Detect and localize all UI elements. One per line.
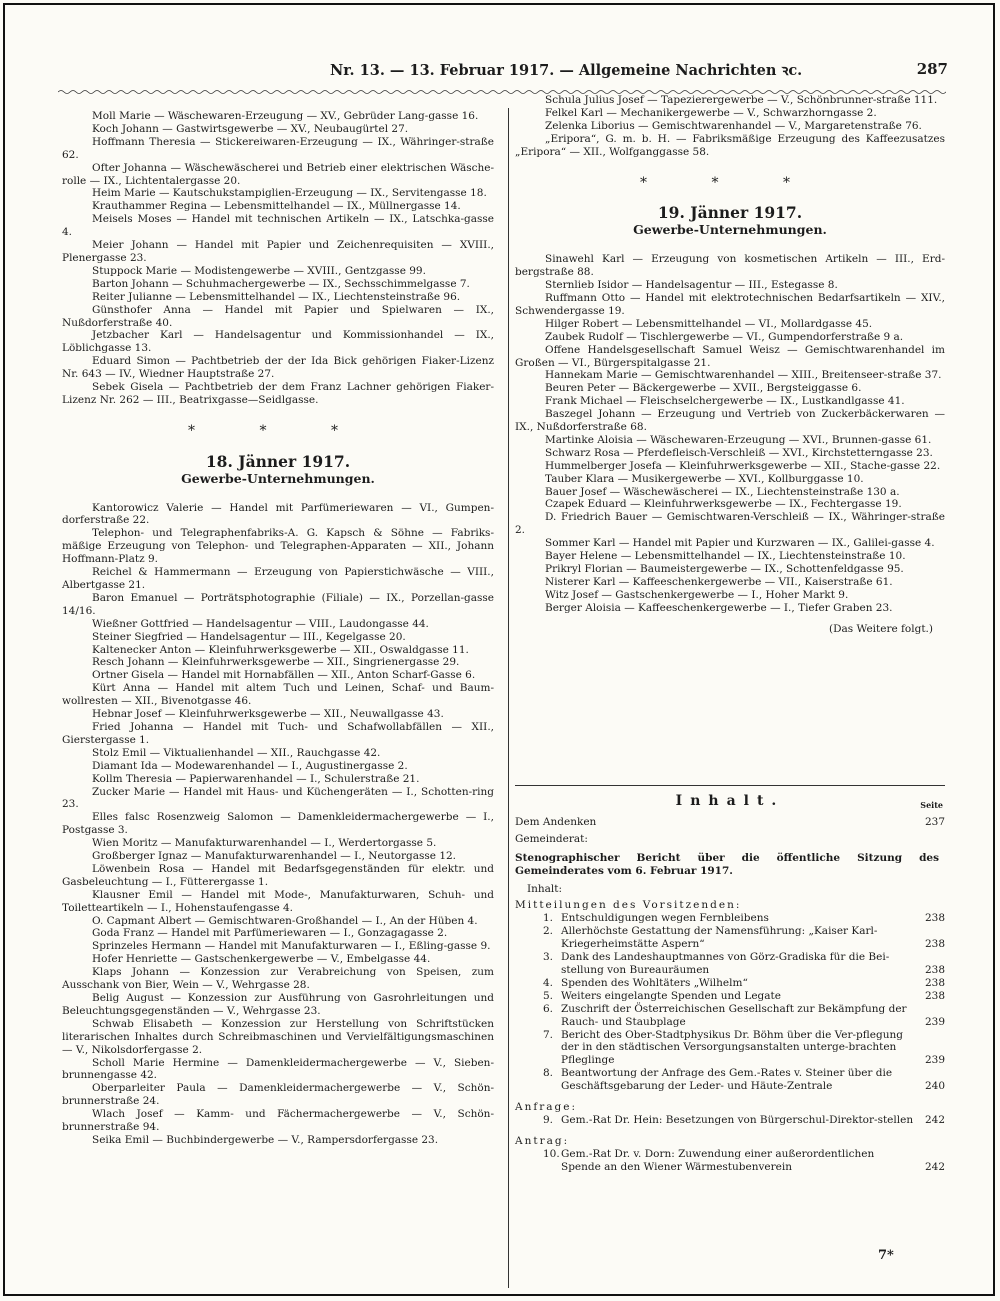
- toc-anfrage: Anfrage:: [515, 1101, 577, 1114]
- toc-item-number: 1.: [543, 912, 554, 925]
- list-entry: Sommer Karl — Handel mit Papier und Kurzwaren — IX., Galilei-gasse 4.: [545, 537, 935, 550]
- toc-item: [515, 951, 945, 977]
- toc-item-page: 238: [924, 989, 945, 1002]
- list-entry: Schula Julius Josef — Tapezierergewerbe — V., Schönbrunner-straße 111.: [545, 94, 938, 106]
- list-entry: Eduard Simon — Pachtbetrieb der der Ida Bick gehörigen Fiaker-Lizenz Nr. 643 — IV., Wiedner Hauptstraße 27.: [62, 355, 494, 381]
- list-entry: Hilger Robert — Lebensmittelhandel — VI., Mollardgasse 45.: [545, 317, 873, 330]
- toc-item-page: 238: [924, 963, 945, 976]
- list-entry: Prikryl Florian — Baumeistergewerbe — IX., Schottenfeldgasse 95.: [545, 563, 904, 575]
- list-entry: Sebek Gisela — Pachtbetrieb der dem Franz Lachner gehörigen Fiaker-Lizenz Nr. 262 — III., Beatrixgasse—Seidlgasse.: [62, 381, 494, 406]
- list-entry: Löwenbein Rosa — Handel mit Bedarfsgegenständen für elektr. und Gasbeleuchtung — I., Fütterergasse 1.: [62, 862, 494, 888]
- left-top-list: [62, 110, 494, 407]
- list-entry: Großberger Ignaz — Manufakturwarenhandel — I., Neutorgasse 12.: [92, 850, 457, 863]
- list-entry: Sternlieb Isidor — Handelsagentur — III., Estegasse 8.: [545, 279, 838, 292]
- toc-antrag: Antrag:: [515, 1134, 570, 1147]
- list-entry: Jetzbacher Karl — Handelsagentur und Kommissionhandel — IX., Löblichgasse 13.: [62, 329, 494, 355]
- list-entry: Baron Emanuel — Porträtsphotographie (Filiale) — IX., Porzellan-gasse 14/16.: [62, 591, 494, 617]
- column-divider: [508, 108, 509, 1288]
- list-entry: Baszegel Johann — Erzeugung und Vertrieb von Zuckerbäckerwaren — IX., Nußdorferstraße 68.: [515, 408, 945, 434]
- list-entry: Belig August — Konzession zur Ausführung von Gasrohrleitungen und Beleuchtungsgegenständen — V., Wehrgasse 23.: [62, 992, 494, 1017]
- list-entry: Schwab Elisabeth — Konzession zur Herstellung von Schriftstücken literarischen Inhaltes durch Schreibmaschinen und Vervielfältigungsmaschinen — V., Nikolsdorfergasse 2.: [62, 1017, 494, 1056]
- list-entry: Ruffmann Otto — Handel mit elektrotechnischen Bedarfsartikeln — XIV., Schwendergasse 19.: [515, 291, 945, 317]
- list-entry: „Eripora“, G. m. b. H. — Fabriksmäßige Erzeugung des Kaffeezusatzes „Eripora“ — XII., Wolfganggasse 58.: [515, 132, 945, 158]
- list-entry: Bauer Josef — Wäschewäscherei — IX., Liechtensteinstraße 130 a.: [545, 485, 900, 498]
- toc-item-page: 242: [924, 1160, 945, 1173]
- toc-item-text: Beantwortung der Anfrage des Gem.-Rates v. Steiner über die Geschäftsgebarung der Leder- und Häute-Zentrale: [561, 1067, 893, 1093]
- toc-andenken: [515, 816, 945, 829]
- list-entry: Hebnar Josef — Kleinfuhrwerksgewerbe — XII., Neuwallgasse 43.: [92, 708, 444, 721]
- toc-item-number: 6.: [543, 1002, 554, 1015]
- list-entry: Martinke Aloisia — Wäschewaren-Erzeugung — XVI., Brunnen-gasse 61.: [545, 433, 932, 446]
- toc-mitteilungen: Mitteilungen des Vorsitzenden:: [515, 899, 742, 912]
- list-entry: Schwarz Rosa — Pferdefleisch-Verschleiß — XVI., Kirchstetterngasse 23.: [545, 446, 933, 459]
- toc-item-page: 238: [924, 976, 945, 989]
- toc-item-text: Spenden des Wohltäters „Wilhelm“: [561, 976, 748, 989]
- list-entry: Goda Franz — Handel mit Parfümeriewaren — I., Gonzagagasse 2.: [92, 927, 448, 940]
- list-entry: Sprinzeles Hermann — Handel mit Manufakturwaren — I., Eßling-gasse 9.: [92, 940, 491, 953]
- right-list: [515, 253, 945, 614]
- list-entry: Witz Josef — Gastschenkergewerbe — I., Hoher Markt 9.: [545, 588, 849, 601]
- list-entry: Stuppock Marie — Modistengewerbe — XVIII., Gentzgasse 99.: [92, 264, 426, 277]
- toc-inhalt: Inhalt:: [527, 882, 563, 895]
- left-bottom-list: [62, 502, 494, 1147]
- toc-item-number: 4.: [543, 976, 554, 989]
- list-entry: Felkel Karl — Mechanikergewerbe — V., Schwarzhorngasse 2.: [545, 106, 877, 119]
- toc-item-text: Gem.-Rat Dr. Hein: Besetzungen von Bürgerschul-Direktor-stellen: [561, 1113, 914, 1126]
- list-entry: Kantorowicz Valerie — Handel mit Parfümeriewaren — VI., Gumpen-dorferstraße 22.: [62, 501, 494, 527]
- right-top-list: [515, 94, 945, 159]
- list-entry: Meier Johann — Handel mit Papier und Zeichenrequisiten — XVIII., Plenergasse 23.: [62, 239, 494, 264]
- toc-item-page: 238: [924, 912, 945, 925]
- right-heading-date: 19. Jänner 1917.: [657, 203, 803, 223]
- toc-item-page: 242: [924, 1113, 945, 1126]
- list-entry: Heim Marie — Kautschukstampiglien-Erzeugung — IX., Servitengasse 18.: [92, 187, 487, 200]
- toc-item: [515, 977, 945, 990]
- toc-item-page: 238: [924, 938, 945, 951]
- list-entry: Barton Johann — Schuhmachergewerbe — IX., Sechsschimmelgasse 7.: [92, 277, 470, 290]
- list-entry: Günsthofer Anna — Handel mit Papier und Spielwaren — IX., Nußdorferstraße 40.: [62, 303, 494, 329]
- list-entry: Seika Emil — Buchbindergewerbe — V., Rampersdorfergasse 23.: [92, 1133, 439, 1146]
- list-entry: Tauber Klara — Musikergewerbe — XVI., Kollburggasse 10.: [545, 472, 864, 485]
- toc-item-text: Zuschrift der Österreichischen Gesellschaft zur Bekämpfung der Rauch- und Staubplage: [561, 1002, 907, 1028]
- toc-item-number: 2.: [543, 925, 554, 938]
- page-number: 287: [916, 60, 948, 78]
- toc-item-number: 8.: [543, 1067, 554, 1080]
- list-entry: Wießner Gottfried — Handelsagentur — VIII., Laudongasse 44.: [92, 617, 429, 630]
- toc-item-page: 239: [924, 1054, 945, 1067]
- toc-item-text: Gem.-Rat Dr. v. Dorn: Zuwendung einer außerordentlichen Spende an den Wiener Wärmestubenverein: [561, 1147, 875, 1173]
- list-entry: Beuren Peter — Bäckergewerbe — XVII., Bergsteiggasse 6.: [545, 382, 862, 395]
- toc-title: Inhalt.: [675, 793, 785, 809]
- list-entry: Kollm Theresia — Papierwarenhandel — I., Schulerstraße 21.: [92, 772, 420, 785]
- left-heading-date: 18. Jänner 1917.: [205, 451, 351, 471]
- toc-andenken-page: 237: [924, 815, 945, 828]
- followup-note: (Das Weitere folgt.): [829, 622, 933, 635]
- toc-item-text: Allerhöchste Gestattung der Namensführung: „Kaiser Karl-Kriegerheimstätte Aspern“: [561, 925, 878, 951]
- toc-item-text: Bericht des Ober-Stadtphysikus Dr. Böhm über die Ver-pflegung der in den städtischen Versorgungsanstalten unterge-brachten Pfleglinge: [561, 1028, 903, 1067]
- toc-seite-label: Seite: [920, 800, 943, 810]
- right-column: [515, 94, 945, 652]
- toc-item-page: 240: [924, 1080, 945, 1093]
- toc-item: [515, 1148, 945, 1174]
- toc-antrag-items: [515, 1148, 945, 1174]
- list-entry: Steiner Siegfried — Handelsagentur — III., Kegelgasse 20.: [92, 630, 406, 643]
- list-entry: Krauthammer Regina — Lebensmittelhandel — IX., Müllnergasse 14.: [92, 200, 461, 213]
- section-stars: * * *: [188, 422, 368, 439]
- toc-item: [515, 1029, 945, 1068]
- list-entry: Telephon- und Telegraphenfabriks-A. G. Kapsch & Söhne — Fabriks-mäßige Erzeugung von Telephon- und Telegraphen-Apparaten — XII., Johann Hoffmann-Platz 9.: [62, 527, 494, 566]
- list-entry: O. Capmant Albert — Gemischtwaren-Großhandel — I., An der Hüben 4.: [92, 914, 478, 927]
- list-entry: D. Friedrich Bauer — Gemischtwaren-Verschleiß — IX., Währinger-straße 2.: [515, 511, 945, 537]
- toc-item-text: Weiters eingelangte Spenden und Legate: [561, 989, 781, 1002]
- toc-item: [515, 1003, 945, 1029]
- toc-item: [515, 990, 945, 1003]
- toc-item-number: 9.: [543, 1113, 554, 1126]
- toc-item-text: Entschuldigungen wegen Fernbleibens: [561, 912, 769, 925]
- list-entry: Kürt Anna — Handel mit altem Tuch und Leinen, Schaf- und Baum-wollresten — XII., Bivenotgasse 46.: [62, 682, 494, 708]
- list-entry: Fried Johanna — Handel mit Tuch- und Schafwollabfällen — XII., Gierstergasse 1.: [62, 720, 494, 746]
- list-entry: Frank Michael — Fleischselchergewerbe — IX., Lustkandlgasse 41.: [545, 395, 905, 408]
- list-entry: Hummelberger Josefa — Kleinfuhrwerksgewerbe — XII., Stache-gasse 22.: [545, 459, 941, 472]
- toc-item: [515, 1114, 945, 1127]
- list-entry: Hoffmann Theresia — Stickereiwaren-Erzeugung — IX., Währinger-straße 62.: [62, 135, 494, 161]
- list-entry: Elles falsc Rosenzweig Salomon — Damenkleidermachergewerbe — I., Postgasse 3.: [62, 811, 494, 837]
- left-heading-sub: Gewerbe-Unternehmungen.: [181, 470, 375, 486]
- list-entry: Zelenka Liborius — Gemischtwarenhandel — V., Margaretenstraße 76.: [545, 119, 922, 132]
- list-entry: Ofter Johanna — Wäschewäscherei und Betrieb einer elektrischen Wäsche-rolle — IX., Lichtentalergasse 20.: [62, 161, 494, 187]
- list-entry: Offene Handelsgesellschaft Samuel Weisz — Gemischtwarenhandel im Großen — VI., Bürgerspitalgasse 21.: [515, 343, 945, 369]
- list-entry: Reiter Julianne — Lebensmittelhandel — IX., Liechtensteinstraße 96.: [92, 290, 461, 303]
- toc-item: [515, 912, 945, 925]
- list-entry: Stolz Emil — Viktualienhandel — XII., Rauchgasse 42.: [92, 746, 381, 759]
- toc-bericht: Stenographischer Bericht über die öffentliche Sitzung des Gemeinderates vom 6. Februar 1917.: [515, 851, 939, 877]
- list-entry: Nisterer Karl — Kaffeeschenkergewerbe — VII., Kaiserstraße 61.: [545, 575, 893, 588]
- list-entry: Czapek Eduard — Kleinfuhrwerksgewerbe — IX., Fechtergasse 19.: [545, 498, 902, 511]
- list-entry: Klaps Johann — Konzession zur Verabreichung von Speisen, zum Ausschank von Bier, Wein — V., Wehrgasse 28.: [62, 966, 494, 992]
- left-column: [62, 110, 494, 1147]
- list-entry: Wlach Josef — Kamm- und Fächermachergewerbe — V., Schön-brunnerstraße 94.: [62, 1108, 494, 1134]
- toc-rule: [515, 785, 945, 786]
- list-entry: Zaubek Rudolf — Tischlergewerbe — VI., Gumpendorferstraße 9 a.: [545, 330, 904, 343]
- page-header: Nr. 13. — 13. Februar 1917. — Allgemeine Nachrichten ꝛc.: [330, 62, 803, 79]
- list-entry: Moll Marie — Wäschewaren-Erzeugung — XV., Gebrüder Lang-gasse 16.: [92, 110, 479, 122]
- list-entry: Reichel & Hammermann — Erzeugung von Papierstichwäsche — VIII., Albertgasse 21.: [62, 566, 494, 591]
- list-entry: Meisels Moses — Handel mit technischen Artikeln — IX., Latschka-gasse 4.: [62, 213, 494, 239]
- toc-item-page: 239: [924, 1015, 945, 1028]
- toc-item-number: 10.: [543, 1147, 560, 1160]
- list-entry: Berger Aloisia — Kaffeeschenkergewerbe — I., Tiefer Graben 23.: [545, 601, 893, 614]
- toc-andenken-label: Dem Andenken: [515, 815, 597, 828]
- list-entry: Kaltenecker Anton — Kleinfuhrwerksgewerbe — XII., Oswaldgasse 11.: [92, 643, 469, 656]
- list-entry: Ortner Gisela — Handel mit Hornabfällen — XII., Anton Scharf-Gasse 6.: [92, 669, 476, 682]
- signature-mark: 7*: [878, 1248, 894, 1263]
- toc-item-number: 7.: [543, 1028, 554, 1041]
- list-entry: Hannekam Marie — Gemischtwarenhandel — XIII., Breitenseer-straße 37.: [545, 369, 942, 382]
- list-entry: Diamant Ida — Modewarenhandel — I., Augustinergasse 2.: [92, 759, 408, 772]
- toc-anfrage-items: [515, 1114, 945, 1127]
- toc-item-number: 5.: [543, 989, 554, 1002]
- list-entry: Bayer Helene — Lebensmittelhandel — IX., Liechtensteinstraße 10.: [545, 550, 906, 563]
- list-entry: Resch Johann — Kleinfuhrwerksgewerbe — XII., Singrienergasse 29.: [92, 656, 460, 669]
- toc-item-number: 3.: [543, 951, 554, 964]
- list-entry: Oberparleiter Paula — Damenkleidermachergewerbe — V., Schön-brunnerstraße 24.: [62, 1082, 494, 1108]
- toc-item: [515, 925, 945, 951]
- list-entry: Hofer Henriette — Gastschenkergewerbe — V., Embelgasse 44.: [92, 953, 431, 966]
- list-entry: Wien Moritz — Manufakturwarenhandel — I., Werdertorgasse 5.: [92, 837, 437, 850]
- toc-items: [515, 912, 945, 1093]
- toc-item: [515, 1067, 945, 1093]
- toc-gemeinderat: Gemeinderat:: [515, 832, 588, 845]
- right-heading-sub: Gewerbe-Unternehmungen.: [633, 222, 827, 238]
- list-entry: Koch Johann — Gastwirtsgewerbe — XV., Neubaugürtel 27.: [92, 122, 409, 135]
- list-entry: Zucker Marie — Handel mit Haus- und Küchengeräten — I., Schotten-ring 23.: [62, 785, 494, 811]
- table-of-contents: [515, 795, 945, 1174]
- toc-item-text: Dank des Landeshauptmannes von Görz-Gradiska für die Bei-stellung von Bureauräumen: [561, 951, 890, 976]
- list-entry: Sinawehl Karl — Erzeugung von kosmetischen Artikeln — III., Erd-bergstraße 88.: [515, 253, 945, 279]
- list-entry: Scholl Marie Hermine — Damenkleidermachergewerbe — V., Sieben-brunnengasse 42.: [62, 1056, 494, 1082]
- list-entry: Klausner Emil — Handel mit Mode-, Manufakturwaren, Schuh- und Toiletteartikeln — I., Hohenstaufengasse 4.: [62, 888, 494, 914]
- right-section-stars: * * *: [640, 174, 820, 191]
